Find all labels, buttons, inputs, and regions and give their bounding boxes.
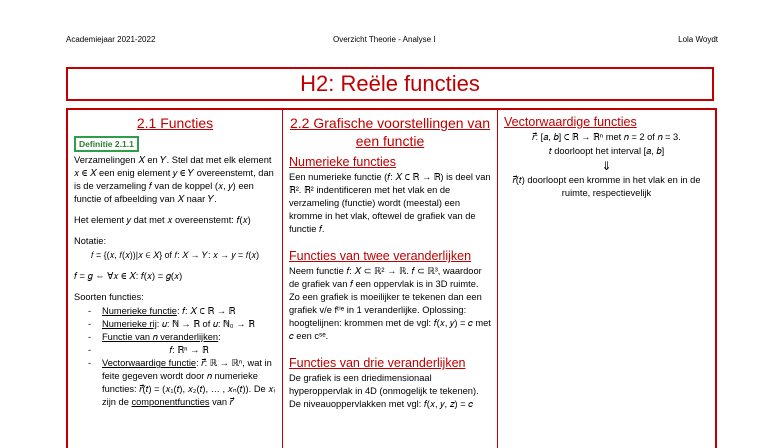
content-table: [66, 108, 717, 448]
interval-line: 𝑡 doorloopt het interval [𝑎, 𝑏]: [548, 146, 665, 156]
text-twee-veranderlijken: Neem functie 𝑓: 𝑋 ⊂ ℝ² → ℝ. 𝑓 ⊂ ℝ³, waardoor de grafiek van 𝑓 een oppervlak is in 3D ruimte. Zo een grafiek is moeilijker te tekenen dan een grafiek v/e fᵗⁱᵉ in 1 veranderlijke. Oplossing: hoogtelijnen: krommen met de vgl: 𝑓(𝑥, 𝑦) = 𝑐 met 𝑐 een cˢᵉ.: [289, 266, 491, 341]
header-author: Lola Woydt: [678, 35, 718, 44]
column-grafische-voorstellingen: [283, 110, 498, 448]
section-heading-grafische: 2.2 Grafische voorstellingen van een functie: [290, 115, 490, 149]
subheading-drie-veranderlijken: Functies van drie veranderlijken: [289, 356, 466, 370]
types-label: Soorten functies:: [74, 292, 144, 302]
notation-label: Notatie:: [74, 236, 107, 246]
list-item: - Numerieke rij: 𝑢: ℕ → ℝ of 𝑢: ℕ₀ → ℝ: [88, 318, 276, 331]
header-document-title: Overzicht Theorie - Analyse I: [333, 35, 436, 44]
header-academic-year: Academiejaar 2021-2022: [66, 35, 156, 44]
down-arrow-icon: ⇓: [601, 159, 612, 173]
subheading-numerieke-functies: Numerieke functies: [289, 155, 396, 169]
subheading-twee-veranderlijken: Functies van twee veranderlijken: [289, 249, 472, 263]
equality-formula: 𝑓 = 𝑔 ⇔ ∀𝑥 ∈ 𝑋: 𝑓(𝑥) = 𝑔(𝑥): [74, 271, 183, 281]
list-item-cont: - 𝑓: ℝⁿ → ℝ: [88, 344, 276, 357]
list-item: - Vectorwaardige functie: 𝑟⃗: ℝ → ℝⁿ, wat in feite gegeven wordt door 𝑛 numerieke functies: 𝑟⃗(𝑡) = (𝑥₁(𝑡), 𝑥₂(𝑡), … , 𝑥ₙ(𝑡)). De 𝑥ᵢ zijn de componentfuncties van 𝑟⃗: [88, 357, 276, 409]
notation-formula: 𝑓 = {(𝑥, 𝑓(𝑥))|𝑥 ∈ 𝑋} of 𝑓: 𝑋 → 𝑌: 𝑥 → 𝑦 = 𝑓(𝑥): [90, 250, 260, 260]
element-text: Het element 𝑦 dat met 𝑥 overeenstemt: 𝑓(𝑥): [74, 215, 251, 225]
text-numerieke-functies: Een numerieke functie (𝑓: 𝑋 ⊂ ℝ → ℝ) is deel van ℝ². ℝ² indentificeren met het vlak en de verzameling (functie) wordt (meestal) een kromme in het vlak, oftewel de grafiek van de functie 𝑓.: [289, 172, 491, 234]
column-functies: [68, 110, 283, 448]
column-vectorwaardige: [498, 110, 715, 448]
list-item: - Numerieke functie: 𝑓: 𝑋 ⊂ ℝ → ℝ: [88, 305, 276, 318]
definition-text: Verzamelingen 𝑋 en 𝑌. Stel dat met elk element 𝑥 ∈ 𝑋 een enig element 𝑦 ∈ 𝑌 overeenstemt, dan is de verzameling 𝑓 van de koppel (𝑥, 𝑦) een functie of afbeelding van 𝑋 naar 𝑌.: [74, 155, 274, 204]
curve-line: 𝑟⃗(𝑡) doorloopt een kromme in het vlak en in de ruimte, respectievelijk: [512, 175, 701, 198]
types-list: [74, 305, 276, 409]
chapter-title: H2: Reële functies: [66, 67, 714, 101]
subheading-vectorwaardige: Vectorwaardige functies: [504, 115, 637, 129]
list-item: - Functie van 𝑛 veranderlijken:: [88, 331, 276, 344]
section-heading-functies: 2.1 Functies: [136, 115, 214, 131]
definition-badge: Definitie 2.1.1: [74, 136, 139, 152]
vector-def-line: 𝑟⃗: [𝑎, 𝑏] ⊂ ℝ → ℝⁿ met 𝑛 = 2 of 𝑛 = 3.: [532, 132, 681, 142]
text-drie-veranderlijken: De grafiek is een driedimensionaal hyperoppervlak in 4D (onmogelijk te tekenen). De niveauoppervlakken met vgl: 𝑓(𝑥, 𝑦, 𝑧) = 𝑐: [289, 373, 479, 409]
